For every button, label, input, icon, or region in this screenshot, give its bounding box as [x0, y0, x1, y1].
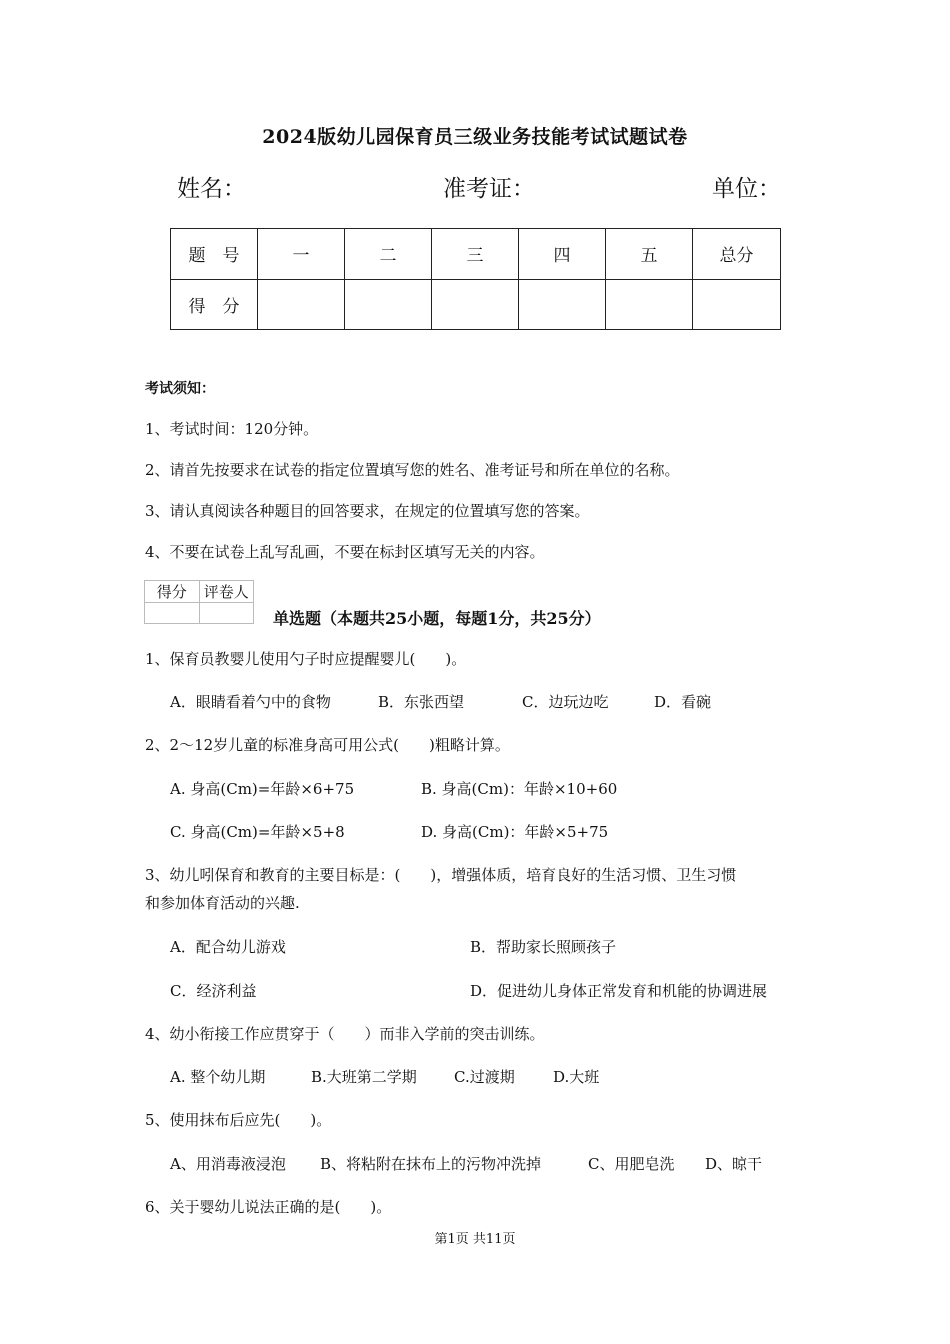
option-d: D、晾干	[705, 1155, 763, 1173]
score-cell	[606, 279, 693, 330]
score-cell	[693, 279, 781, 330]
score-table-header-row	[171, 229, 781, 280]
question-stem: 2、2～12岁儿童的标准身高可用公式( )粗略计算。	[145, 736, 510, 754]
header-cell: 总分	[693, 229, 781, 280]
notice-item: 4、不要在试卷上乱写乱画，不要在标封区填写无关的内容。	[145, 543, 545, 561]
section-title: 单选题（本题共25小题，每题1分，共25分）	[273, 609, 601, 628]
option-c: C、用肥皂洗	[588, 1155, 675, 1173]
option-c: C.过渡期	[454, 1068, 515, 1086]
option-a: A、用消毒液浸泡	[170, 1155, 286, 1173]
unit-label: 单位：	[712, 176, 781, 202]
question-stem: 6、关于婴幼儿说法正确的是( )。	[145, 1198, 392, 1216]
score-cell	[345, 279, 432, 330]
option-a: A．眼睛看着勺中的食物	[170, 693, 331, 711]
name-label: 姓名：	[177, 176, 246, 202]
row-label: 得 分	[171, 279, 258, 330]
header-cell: 一	[258, 229, 345, 280]
option-c: C. 身高(Cm)=年龄×5+8	[170, 823, 345, 841]
option-d: D．看碗	[654, 693, 712, 711]
option-d: D.大班	[553, 1068, 600, 1086]
question-stem: 4、幼小衔接工作应贯穿于（ ）而非入学前的突击训练。	[145, 1025, 545, 1043]
option-c: C．边玩边吃	[522, 693, 609, 711]
header-cell: 四	[519, 229, 606, 280]
score-cell	[432, 279, 519, 330]
candidate-info	[0, 170, 950, 204]
question-stem: 1、保育员教婴儿使用勺子时应提醒婴儿( )。	[145, 650, 467, 668]
option-b: B. 身高(Cm)：年龄×10+60	[421, 780, 618, 798]
score-table-score-row	[171, 279, 781, 330]
grader-box	[144, 580, 254, 624]
question-stem-continued: 和参加体育活动的兴趣.	[145, 894, 300, 912]
option-d: D. 身高(Cm)：年龄×5+75	[421, 823, 609, 841]
option-b: B．帮助家长照顾孩子	[470, 938, 617, 956]
page-footer: 第1页 共11页	[434, 1232, 516, 1247]
notice-item: 1、考试时间：120分钟。	[145, 420, 319, 438]
option-d: D．促进幼儿身体正常发育和机能的协调进展	[470, 982, 768, 1000]
header-cell: 三	[432, 229, 519, 280]
option-c: C．经济利益	[170, 982, 257, 1000]
grader-reviewer-cell	[199, 603, 254, 624]
grader-score-label: 得分	[145, 581, 200, 603]
option-b: B、将粘附在抹布上的污物冲洗掉	[320, 1155, 542, 1173]
header-cell: 题 号	[171, 229, 258, 280]
option-a: A. 整个幼儿期	[170, 1068, 266, 1086]
notice-item: 2、请首先按要求在试卷的指定位置填写您的姓名、准考证号和所在单位的名称。	[145, 461, 680, 479]
grader-reviewer-label: 评卷人	[199, 581, 254, 603]
exam-title: 2024版幼儿园保育员三级业务技能考试试题试卷	[262, 126, 688, 148]
score-cell	[519, 279, 606, 330]
option-b: B．东张西望	[378, 693, 465, 711]
score-table	[170, 228, 781, 330]
question-stem: 3、幼儿吲保育和教育的主要目标是：( )，增强体质，培育良好的生活习惯、卫生习惯	[145, 866, 737, 884]
exam-id-label: 准考证：	[443, 176, 535, 202]
grader-score-cell	[145, 603, 200, 624]
notice-item: 3、请认真阅读各种题目的回答要求，在规定的位置填写您的答案。	[145, 502, 590, 520]
option-a: A. 身高(Cm)=年龄×6+75	[170, 780, 355, 798]
notice-title: 考试须知：	[145, 381, 215, 397]
score-cell	[258, 279, 345, 330]
header-cell: 五	[606, 229, 693, 280]
header-cell: 二	[345, 229, 432, 280]
option-b: B.大班第二学期	[311, 1068, 417, 1086]
option-a: A．配合幼儿游戏	[170, 938, 286, 956]
question-stem: 5、使用抹布后应先( )。	[145, 1111, 332, 1129]
